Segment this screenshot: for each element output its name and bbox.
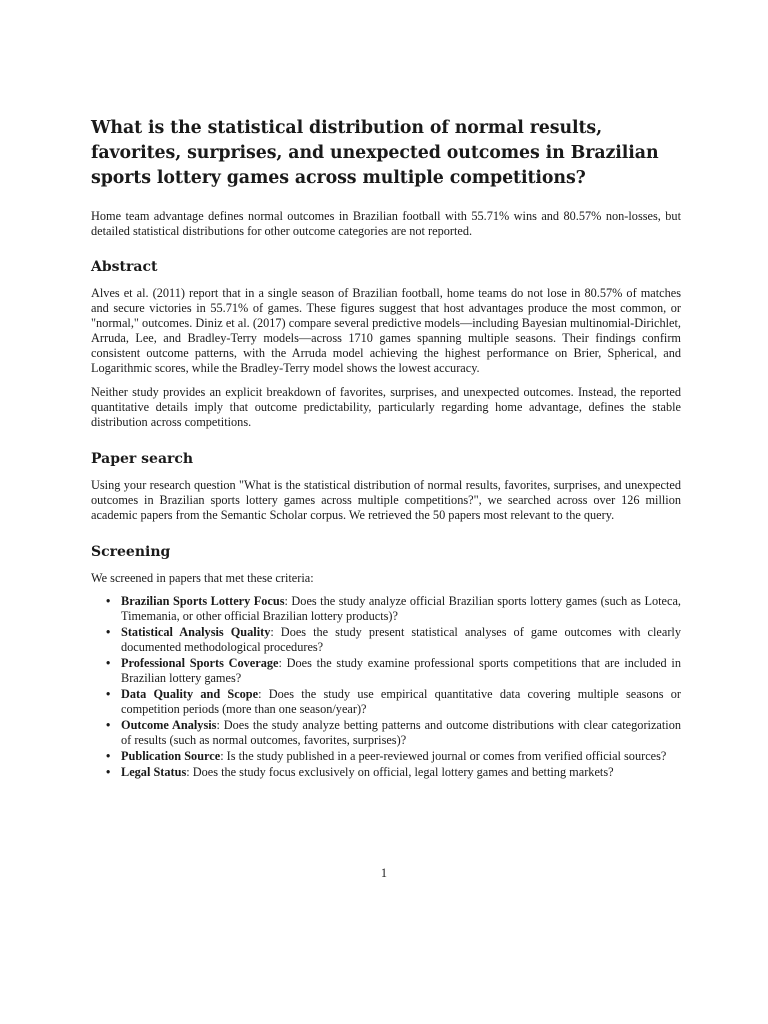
criteria-name: Legal Status	[121, 765, 187, 779]
criteria-text: : Is the study published in a peer-reviewed journal or comes from verified official sources?	[220, 749, 667, 763]
criteria-name: Data Quality and Scope	[121, 687, 259, 701]
bullet-icon: •	[106, 749, 111, 763]
page-number: 1	[380, 866, 388, 880]
criteria-text: : Does the study focus exclusively on official, legal lottery games and betting markets?	[186, 765, 614, 779]
criteria-text: : Does the study use empirical quantitative data covering multiple seasons or competition periods (more than one season/year)?	[121, 687, 681, 716]
criteria-name: Outcome Analysis	[121, 718, 217, 732]
bullet-icon: •	[106, 625, 111, 639]
abstract-paragraph-1: Alves et al. (2011) report that in a single season of Brazilian football, home teams do not lose in 80.57% of matches and secure victories in 55.71% of games. These figures suggest that host advantages produce the most common, or "normal," outcomes. Diniz et al. (2017) compare several predictive models—including Bayesian multinomial-Dirichlet, Arruda, Lee, and Bradley-Terry models—across 1710 games spanning multiple seasons. Their findings confirm consistent outcome patterns, with the Arruda model achieving the highest performance on Brier, Spherical, and Logarithmic scores, while the Bradley-Terry model shows the lowest accuracy.	[91, 286, 681, 375]
paper-search-heading: Paper search	[91, 451, 194, 467]
abstract-paragraph-2: Neither study provides an explicit breakdown of favorites, surprises, and unexpected outcomes. Instead, the reported quantitative details imply that outcome predictability, particularly regarding home advantage, defines the stable distribution across competitions.	[91, 385, 681, 429]
criteria-name: Professional Sports Coverage	[121, 656, 279, 670]
paper-search-paragraph: Using your research question "What is the statistical distribution of normal results, favorites, surprises, and unexpected outcomes in Brazilian sports lottery games across multiple competitions?", we searched across over 126 million academic papers from the Semantic Scholar corpus. We retrieved the 50 papers most relevant to the query.	[91, 478, 681, 522]
criteria-name: Publication Source	[121, 749, 221, 763]
criteria-item	[91, 749, 681, 764]
criteria-item	[91, 625, 681, 655]
lead-summary: Home team advantage defines normal outcomes in Brazilian football with 55.71% wins and 80.57% non-losses, but detailed statistical distributions for other outcome categories are not reported.	[91, 209, 681, 238]
criteria-item	[91, 765, 681, 780]
paper-title: What is the statistical distribution of normal results, favorites, surprises, and unexpected outcomes in Brazilian sports lottery games across multiple competitions?	[91, 118, 659, 188]
bullet-icon: •	[106, 594, 111, 608]
screening-intro: We screened in papers that met these criteria:	[91, 571, 314, 585]
abstract-heading: Abstract	[91, 259, 158, 275]
criteria-text: : Does the study analyze betting patterns and outcome distributions with clear categorization of results (such as normal outcomes, favorites, surprises)?	[121, 718, 681, 747]
criteria-text: : Does the study analyze official Brazilian sports lottery games (such as Loteca, Timemania, or other official Brazilian lottery products)?	[121, 594, 681, 623]
criteria-item	[91, 656, 681, 686]
criteria-item	[91, 718, 681, 748]
bullet-icon: •	[106, 765, 111, 779]
criteria-text: : Does the study present statistical analyses of game outcomes with clearly documented methodological procedures?	[121, 625, 681, 654]
screening-heading: Screening	[91, 544, 171, 560]
criteria-name: Statistical Analysis Quality	[121, 625, 271, 639]
bullet-icon: •	[106, 718, 111, 732]
bullet-icon: •	[106, 656, 111, 670]
criteria-item	[91, 594, 681, 624]
paper-page	[91, 116, 681, 781]
criteria-list	[91, 594, 681, 780]
criteria-name: Brazilian Sports Lottery Focus	[121, 594, 285, 608]
criteria-item	[91, 687, 681, 717]
criteria-text: : Does the study examine professional sports competitions that are included in Brazilian lottery games?	[121, 656, 681, 685]
bullet-icon: •	[106, 687, 111, 701]
